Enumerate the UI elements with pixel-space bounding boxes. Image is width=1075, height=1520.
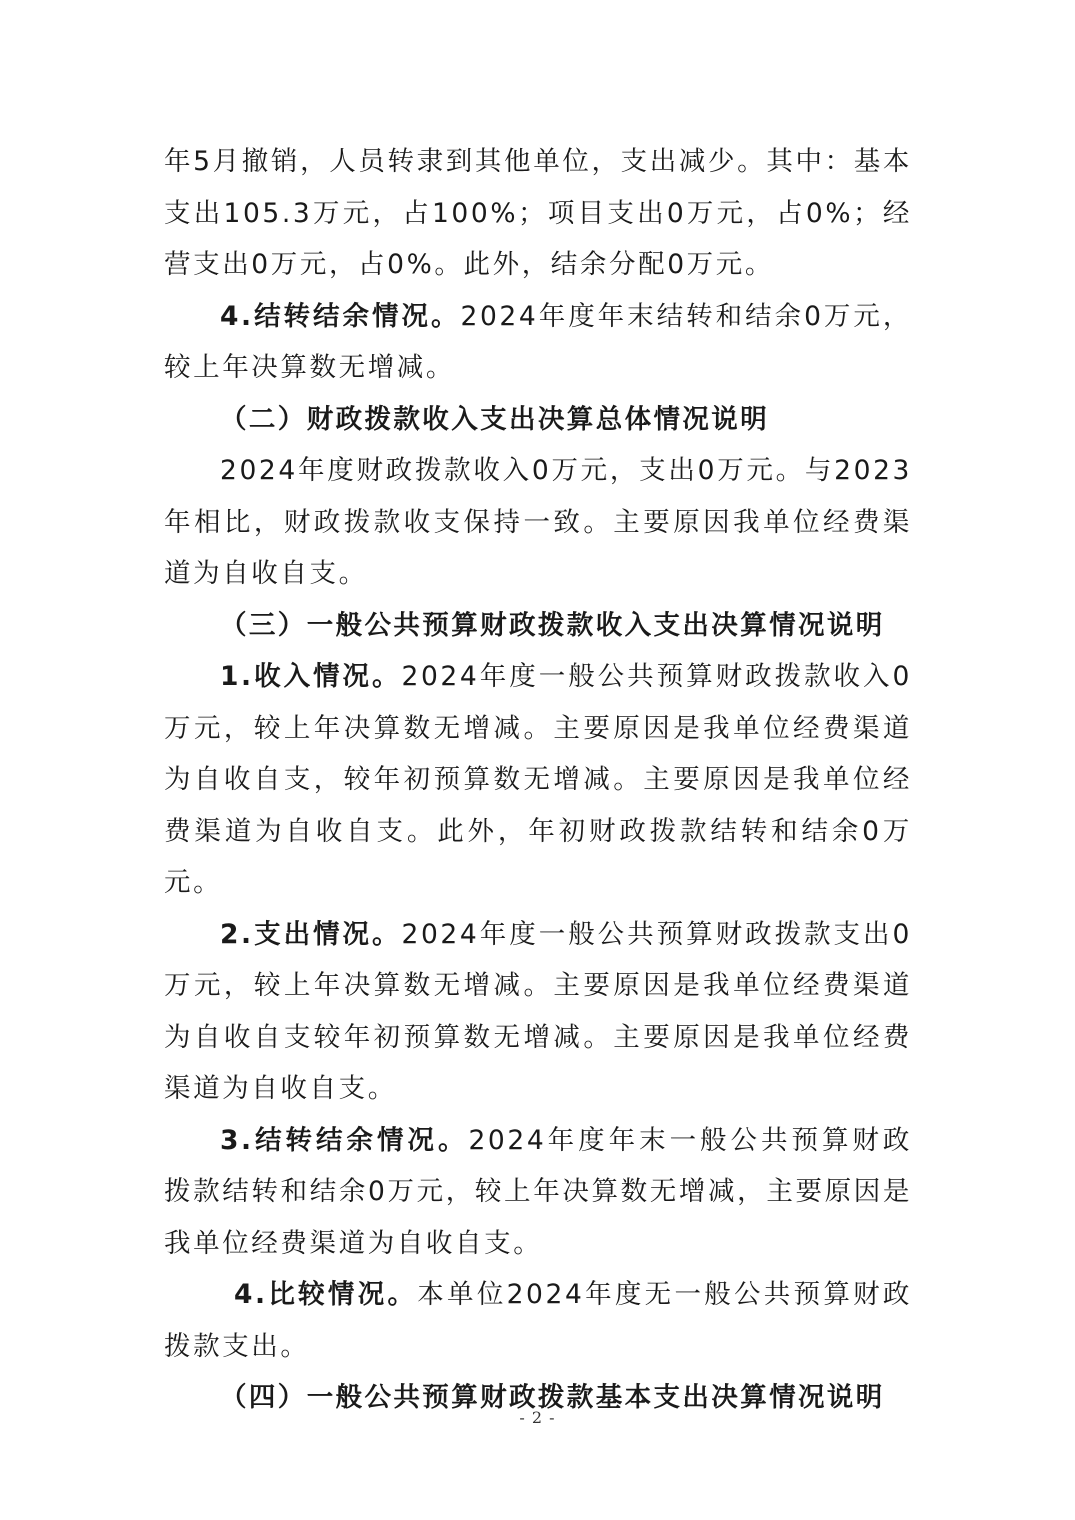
- paragraph-text: 2024年度一般公共预算财政拨款收入0万元，较上年决算数无增减。主要原因是我单位经费渠道为自收自支，较年初预算数无增减。主要原因是我单位经费渠道为自收自支。此外，年初财政拨款结转和结余0万元。: [164, 661, 912, 898]
- section-heading-3: （三）一般公共预算财政拨款收入支出决算情况说明: [220, 609, 885, 641]
- document-body: [164, 136, 912, 1424]
- section-heading-4: （四）一般公共预算财政拨款基本支出决算情况说明: [220, 1382, 885, 1413]
- paragraph-carryover-balance: [164, 291, 912, 394]
- paragraph-comparison: [164, 1269, 912, 1372]
- section-heading-2: （二）财政拨款收入支出决算总体情况说明: [220, 403, 770, 435]
- paragraph-fiscal-appropriation-overview: [164, 445, 912, 600]
- paragraph-text: 本单位2024年度无一般公共预算财政拨款支出。: [164, 1279, 912, 1362]
- paragraph-income: [164, 651, 912, 909]
- paragraph-carryover: [164, 1115, 912, 1270]
- paragraph-text: 年5月撤销，人员转隶到其他单位，支出减少。其中：基本支出105.3万元，占100%；项目支出0万元，占0%；经营支出0万元，占0%。此外，结余分配0万元。: [164, 146, 912, 280]
- paragraph-text: 2024年度年末一般公共预算财政拨款结转和结余0万元，较上年决算数无增减，主要原因是我单位经费渠道为自收自支。: [164, 1124, 913, 1259]
- paragraph-expenditure-continued: [164, 136, 912, 291]
- paragraph-expenditure: [164, 909, 912, 1115]
- paragraph-text: 2024年度一般公共预算财政拨款支出0万元，较上年决算数无增减。主要原因是我单位经费渠道为自收自支较年初预算数无增减。主要原因是我单位经费渠道为自收自支。: [164, 918, 912, 1104]
- paragraph-lead: 4.结转结余情况。: [220, 300, 461, 332]
- paragraph-lead: 2.支出情况。: [220, 918, 402, 950]
- paragraph-lead: 3.结转结余情况。: [220, 1124, 469, 1156]
- paragraph-lead: 1.收入情况。: [220, 661, 402, 692]
- paragraph-lead: 4.比较情况。: [234, 1279, 418, 1310]
- page-number: - 2 -: [519, 1408, 556, 1427]
- paragraph-text: 2024年度财政拨款收入0万元，支出0万元。与2023年相比，财政拨款收支保持一致。主要原因我单位经费渠道为自收自支。: [164, 455, 912, 589]
- paragraph-text: 2024年度年末结转和结余0万元，较上年决算数无增减。: [164, 300, 912, 383]
